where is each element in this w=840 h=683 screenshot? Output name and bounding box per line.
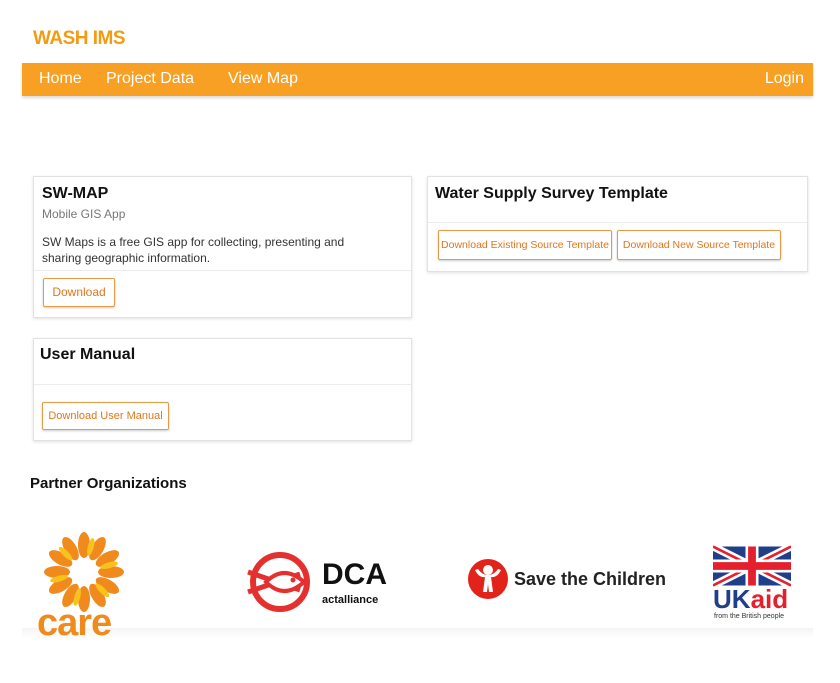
save-the-children-logo: [467, 558, 677, 602]
survey-template-title: Water Supply Survey Template: [435, 185, 668, 202]
download-existing-source-template-button[interactable]: Download Existing Source Template: [438, 230, 612, 260]
nav-home[interactable]: Home: [39, 70, 82, 87]
swmap-description: SW Maps is a free GIS app for collecting, presenting and sharing geographic information.: [42, 235, 345, 265]
survey-template-divider: [428, 222, 807, 223]
user-manual-card: [33, 338, 412, 441]
swmap-title: SW-MAP: [42, 185, 109, 202]
ukaid-tagline: from the British people: [714, 613, 785, 620]
dca-logo: [242, 550, 402, 614]
union-jack-flag-icon: [713, 545, 791, 587]
swmap-subtitle: Mobile GIS App: [42, 207, 126, 221]
nav-login[interactable]: Login: [764, 70, 804, 87]
download-user-manual-button[interactable]: Download User Manual: [42, 402, 169, 430]
swmap-download-button[interactable]: Download: [43, 278, 115, 307]
nav-view-map[interactable]: View Map: [228, 70, 298, 87]
save-the-children-emblem-icon: [467, 558, 509, 600]
top-navbar: [22, 63, 813, 96]
ukaid-logo: [713, 545, 799, 625]
brand-logo[interactable]: WASH IMS: [33, 28, 126, 49]
dca-tagline: actalliance: [322, 594, 379, 606]
dca-fish-icon: [242, 550, 318, 614]
user-manual-divider: [34, 384, 411, 385]
download-new-source-template-button[interactable]: Download New Source Template: [617, 230, 781, 260]
ukaid-uk: UK: [713, 584, 751, 614]
swmap-divider: [34, 270, 411, 271]
dca-name: DCA: [322, 558, 387, 591]
nav-project-data[interactable]: Project Data: [106, 70, 195, 87]
survey-template-card: [427, 176, 808, 272]
care-wordmark: care: [37, 602, 112, 644]
swmap-card: [33, 176, 412, 318]
ukaid-aid: aid: [750, 584, 789, 614]
care-logo: [34, 532, 144, 642]
partner-organizations-title: Partner Organizations: [30, 475, 187, 492]
save-the-children-name: Save the Children: [514, 569, 667, 589]
user-manual-title: User Manual: [40, 346, 136, 363]
